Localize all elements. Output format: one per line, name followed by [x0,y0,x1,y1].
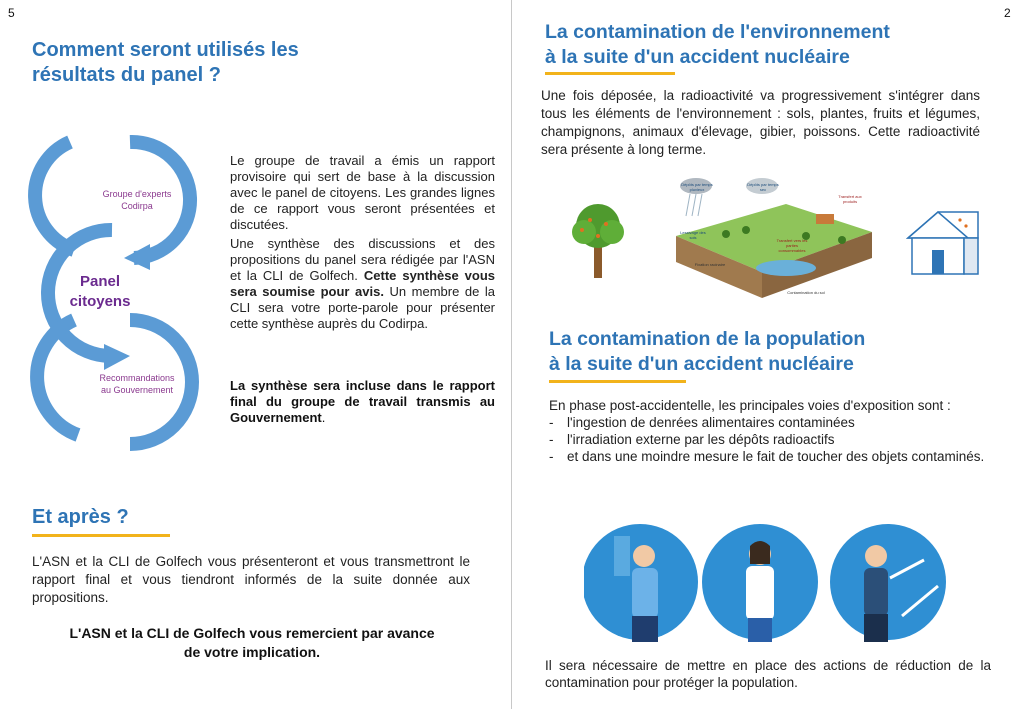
cycle-label-panel [50,272,150,312]
cycle-panel-line2: citoyens [69,293,131,310]
left-title [32,38,299,88]
env-label-0: Dépôts par temps pluvieux [681,182,713,192]
cycle-reco-line2: au Gouvernement [100,385,174,395]
et-apres-text: L'ASN et la CLI de Golfech vous présenteront et vous transmettront le rapport final et vous tiendront informés de la suite donnée aux propositions. [32,554,470,605]
env-title-line1: La contamination de l'environnement [545,21,890,43]
pop-footer: Il sera nécessaire de mettre en place des actions de réduction de la contamination pour protéger la population. [545,658,991,690]
cycle-label-recommandations [82,372,192,396]
pop-title-line1: La contamination de la population [549,328,866,350]
env-label-1: Dépôts par temps sec [747,182,779,192]
thanks-block [22,624,482,662]
pop-title-line2: à la suite d'un accident nucléaire [549,353,854,375]
left-para-1: Le groupe de travail a émis un rapport provisoire qui sert de base à la discussion avec le panel de citoyens. Les grandes lignes de ce rapport vous seront présentées et discutées. [230,153,495,232]
pop-body [549,397,991,465]
panel-cycle-diagram [22,130,222,460]
thanks-line1: L'ASN et la CLI de Golfech vous remercient par avance [69,625,435,641]
env-label-2: Transfert aux produits [838,194,862,204]
left-para-2 [230,236,495,332]
left-para-3 [230,378,495,426]
pop-title-underline [549,380,686,383]
left-para-3-end: . [321,410,326,425]
env-label-6: Contamination du sol [787,290,825,295]
env-text: Une fois déposée, la radioactivité va progressivement s'intégrer dans tous les éléments de l'environnement : sols, plantes, fruits et légumes, champignons, animaux d'élevage, gibier, poissons. Cette radioactivité sera présente à long terme. [541,88,980,157]
et-apres-title: Et après ? [32,506,129,528]
cycle-reco-line1: Recommandations [99,373,175,383]
exposure-routes-graphic [584,516,956,648]
cycle-experts-line1: Groupe d'experts [102,189,172,199]
cycle-label-experts [82,188,192,212]
list-item: - l'ingestion de denrées alimentaires contaminées [549,414,991,431]
left-title-line2: résultats du panel ? [32,64,221,86]
house-icon [904,208,982,278]
tree-icon [568,200,628,280]
left-para-3-bold: La synthèse sera incluse dans le rapport final du groupe de travail transmis au Gouvernement [230,378,495,425]
list-item: - l'irradiation externe par les dépôts radioactifs [549,431,991,448]
pop-title [549,327,865,377]
env-label-5: Fixation racinaire [694,262,726,267]
tree-illustration [568,200,628,280]
left-para-2-bold: Cette synthèse vous sera soumise pour avis. [230,268,496,299]
left-para-2-end: Un membre de la CLI sera votre porte-parole pour présenter cette synthèse auprès du Codirpa. [230,284,495,331]
env-label-4: Transfert vers les parties consommables [776,238,808,253]
env-title-line2: à la suite d'un accident nucléaire [545,46,850,68]
env-label-3: Lessivage des sols [680,230,706,240]
house-illustration [904,208,982,278]
pop-intro: En phase post-accidentelle, les principales voies d'exposition sont : [549,398,951,413]
page-number-right: 2 [1004,6,1011,20]
page-divider [511,0,512,709]
cycle-experts-line2: Codirpa [121,201,153,211]
env-title [545,20,890,70]
thanks-line2: de votre implication. [183,644,321,660]
env-title-underline [545,72,675,75]
page-number-left: 5 [8,6,15,20]
left-title-line1: Comment seront utilisés les [32,39,299,61]
pop-exposure-list [549,414,991,465]
environment-diagram [666,176,878,310]
list-item: - et dans une moindre mesure le fait de toucher des objets contaminés. [549,448,991,465]
left-para-2-start: Une synthèse des discussions et des propositions du panel sera rédigée par l'ASN et la CLI de Golfech. [230,236,495,283]
cycle-panel-line1: Panel [79,273,121,290]
population-illustrations [584,516,956,648]
et-apres-underline [32,534,170,537]
